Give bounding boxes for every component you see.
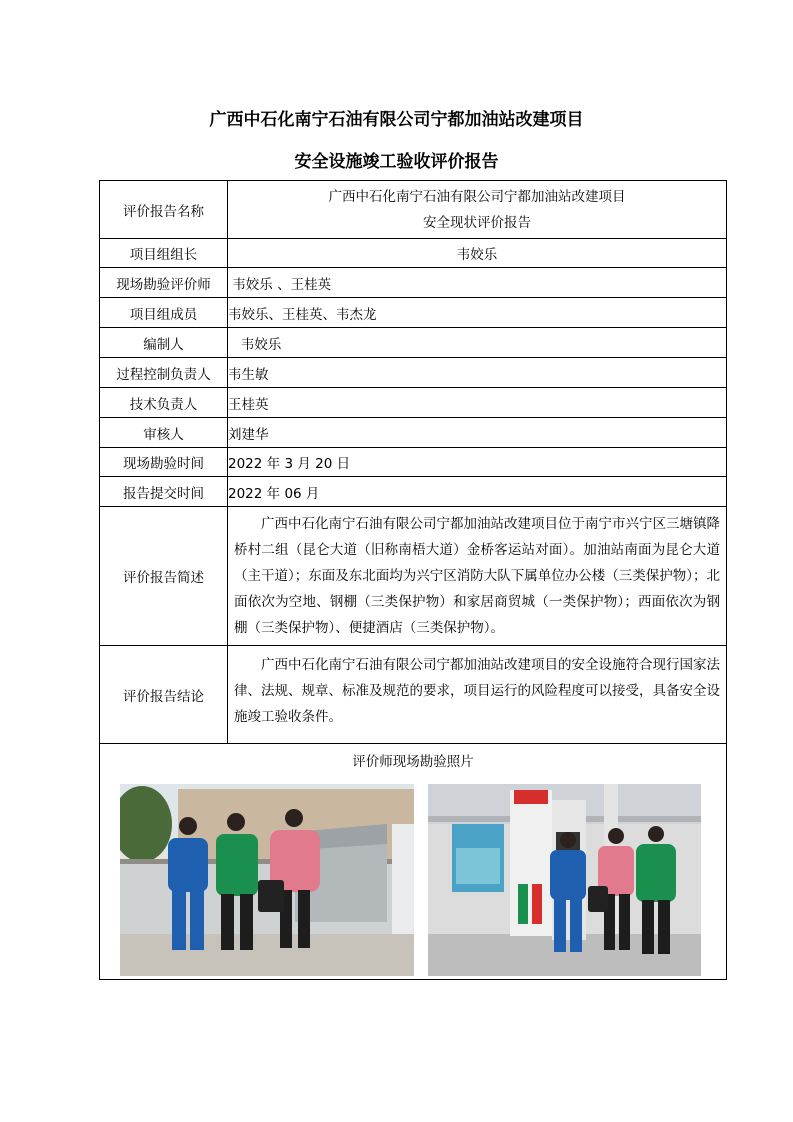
site-photo-1 <box>120 784 414 976</box>
value-report-name-line2: 安全现状评价报告 <box>423 214 531 231</box>
value-report-name <box>228 181 727 239</box>
label-group-leader: 项目组组长 <box>100 239 228 268</box>
label-tech-lead: 技术负责人 <box>100 388 228 418</box>
value-tech-lead: 王桂英 <box>228 388 727 418</box>
label-report-name: 评价报告名称 <box>100 181 228 239</box>
document-subtitle: 安全设施竣工验收评价报告 <box>294 152 499 172</box>
label-summary: 评价报告简述 <box>100 507 228 646</box>
label-submit-time: 报告提交时间 <box>100 477 228 507</box>
value-submit-time: 2022 年 06 月 <box>228 477 727 507</box>
site-photo-2 <box>428 784 701 976</box>
value-group-leader: 韦姣乐 <box>228 239 727 268</box>
value-conclusion <box>228 646 727 744</box>
value-reviewer: 刘建华 <box>228 418 727 448</box>
label-site-evaluators: 现场勘验评价师 <box>100 268 228 298</box>
report-table <box>99 180 727 980</box>
value-members: 韦姣乐、王桂英、韦杰龙 <box>228 298 727 328</box>
row-site-evaluators <box>100 268 727 298</box>
row-survey-time <box>100 448 727 477</box>
label-members: 项目组成员 <box>100 298 228 328</box>
row-group-leader <box>100 239 727 268</box>
value-summary <box>228 507 727 646</box>
conclusion-paragraph: 广西中石化南宁石油有限公司宁都加油站改建项目的安全设施符合现行国家法律、法规、规章、标准及规范的要求，项目运行的风险程度可以接受，具备安全设施竣工验收条件。 <box>234 657 720 725</box>
label-process-control: 过程控制负责人 <box>100 358 228 388</box>
row-reviewer <box>100 418 727 448</box>
label-conclusion: 评价报告结论 <box>100 646 228 744</box>
row-conclusion <box>100 646 727 744</box>
row-tech-lead <box>100 388 727 418</box>
row-compiler <box>100 328 727 358</box>
row-photos <box>100 744 727 980</box>
value-compiler: 韦姣乐 <box>228 328 727 358</box>
row-summary <box>100 507 727 646</box>
photos-cell <box>100 744 727 980</box>
label-compiler: 编制人 <box>100 328 228 358</box>
document-title: 广西中石化南宁石油有限公司宁都加油站改建项目 <box>209 110 584 130</box>
value-process-control: 韦生敏 <box>228 358 727 388</box>
value-site-evaluators: 韦姣乐 、王桂英 <box>228 268 727 298</box>
row-process-control <box>100 358 727 388</box>
row-submit-time <box>100 477 727 507</box>
photo-row <box>100 772 726 976</box>
row-members <box>100 298 727 328</box>
label-reviewer: 审核人 <box>100 418 228 448</box>
value-survey-time: 2022 年 3 月 20 日 <box>228 448 727 477</box>
value-report-name-line1: 广西中石化南宁石油有限公司宁都加油站改建项目 <box>328 188 626 205</box>
label-survey-time: 现场勘验时间 <box>100 448 228 477</box>
row-report-name <box>100 181 727 239</box>
photos-title: 评价师现场勘验照片 <box>352 754 474 770</box>
summary-paragraph: 广西中石化南宁石油有限公司宁都加油站改建项目位于南宁市兴宁区三塘镇降桥村二组（昆仑大道（旧称南梧大道）金桥客运站对面）。加油站南面为昆仑大道（主干道）；东面及东北面均为兴宁区消防大队下属单位办公楼（三类保护物）；北面依次为空地、钢棚（三类保护物）和家居商贸城（一类保护物）；西面依次为钢棚（三类保护物）、便捷酒店（三类保护物）。 <box>234 516 720 636</box>
